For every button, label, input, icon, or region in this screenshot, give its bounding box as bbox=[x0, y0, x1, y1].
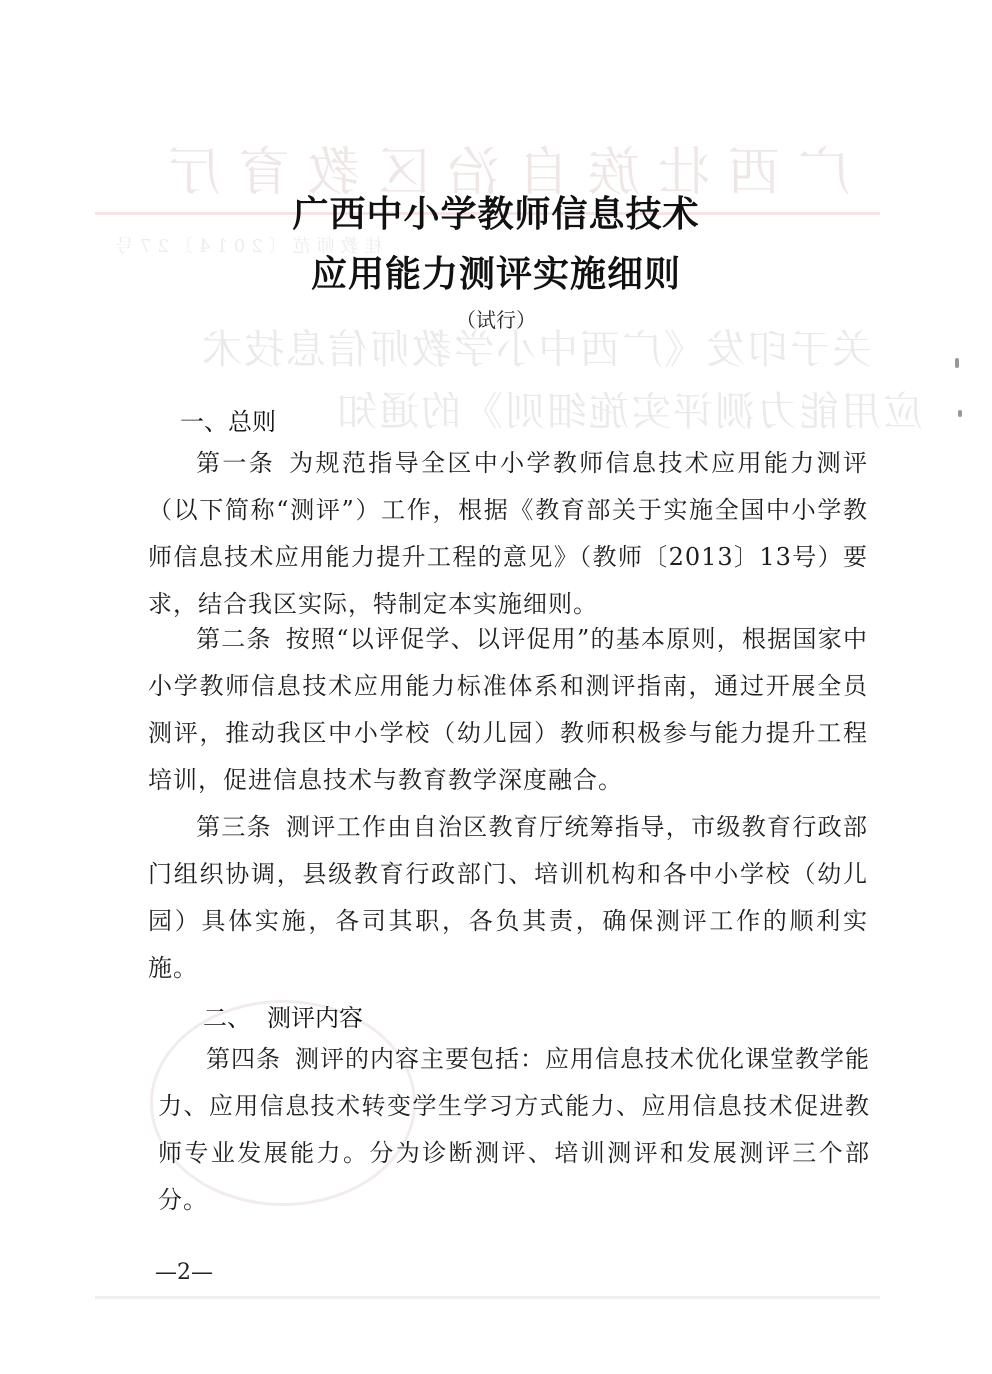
bleed-through-header: 广西壮族自治区教育厅 bbox=[150, 143, 851, 203]
section-title: 测评内容 bbox=[267, 1004, 363, 1032]
article-text: 按照“以评促学、以评促用”的基本原则，根据国家中小学教师信息技术应用能力标准体系和测评指南，通过开展全员测评，推动我区中小学校（幼儿园）教师积极参与能力提升工程培训，促进信息技术与教育教学深度融合。 bbox=[148, 625, 868, 794]
document-subtitle: （试行） bbox=[456, 308, 536, 332]
section-title: 总则 bbox=[228, 408, 276, 436]
article-label: 第三条 bbox=[196, 813, 272, 841]
scan-speck bbox=[955, 358, 959, 368]
article-text: 测评工作由自治区教育厅统筹指导，市级教育行政部门组织协调，县级教育行政部门、培训机构和各中小学校（幼儿园）具体实施，各司其职，各负其责，确保测评工作的顺利实施。 bbox=[148, 813, 869, 982]
section-number: 二、 bbox=[203, 1004, 251, 1032]
section-heading-content bbox=[203, 998, 363, 1033]
section-heading-general bbox=[180, 402, 276, 437]
bleed-through-title: 应用能力测评实施细则》的通知 bbox=[335, 389, 923, 435]
article-3 bbox=[148, 804, 868, 992]
article-1 bbox=[148, 440, 868, 628]
bleed-through-doc-number: 桂教师范〔2014〕27号 bbox=[110, 236, 383, 257]
article-text: 测评的内容主要包括：应用信息技术优化课堂教学能力、应用信息技术转变学生学习方式能力、应用信息技术促进教师专业发展能力。分为诊断测评、培训测评和发展测评三个部分。 bbox=[158, 1045, 870, 1214]
article-text: 为规范指导全区中小学教师信息技术应用能力测评（以下简称“测评”）工作，根据《教育部关于实施全国中小学教师信息技术应用能力提升工程的意见》（教师〔2013〕13号）要求，结合我区实际，特制定本实施细则。 bbox=[148, 449, 868, 618]
document-title-line-2: 应用能力测评实施细则 bbox=[310, 254, 681, 295]
bleed-through-rule bbox=[95, 1296, 880, 1299]
bleed-through-title: 关于印发《广西中小学教师信息技术 bbox=[200, 327, 872, 373]
article-4 bbox=[158, 1036, 870, 1224]
page-number: —2— bbox=[155, 1260, 213, 1285]
document-title-line-1: 广西中小学教师信息技术 bbox=[292, 194, 700, 235]
scan-speck bbox=[958, 410, 962, 417]
article-label: 第二条 bbox=[196, 625, 272, 653]
article-2 bbox=[148, 616, 868, 804]
article-label: 第一条 bbox=[196, 449, 276, 477]
article-label: 第四条 bbox=[206, 1045, 281, 1073]
section-number: 一、 bbox=[180, 408, 228, 436]
